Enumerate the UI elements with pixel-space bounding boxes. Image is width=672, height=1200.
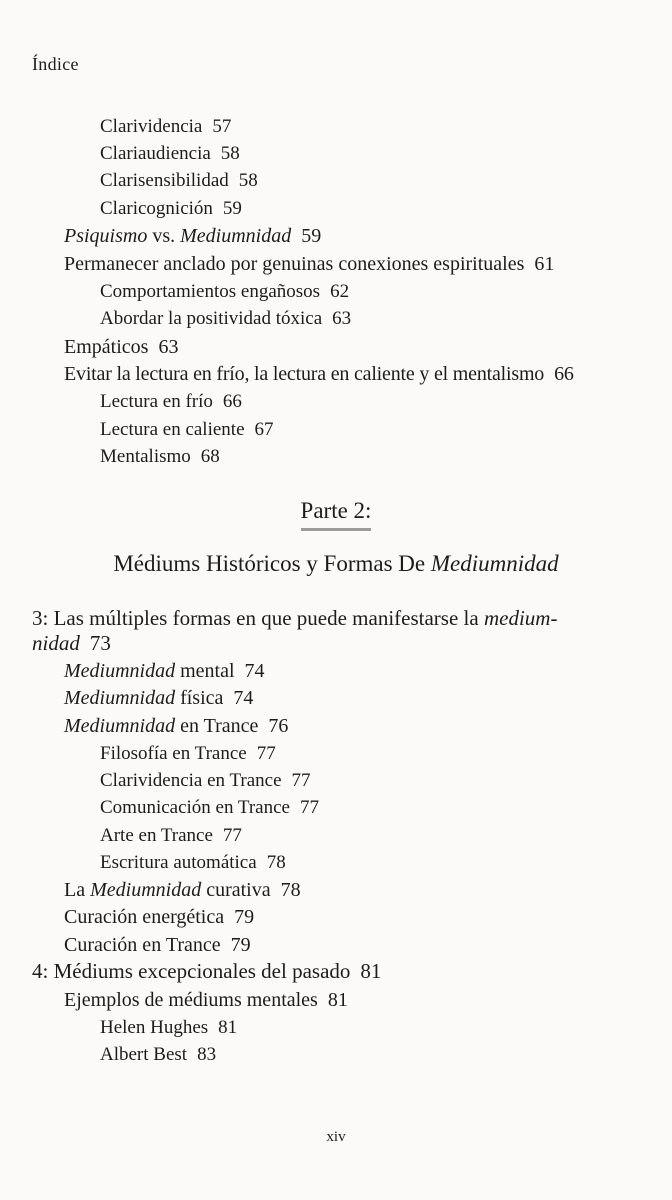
page-number: 73	[89, 631, 111, 655]
page-number: 59	[222, 198, 242, 219]
page-number: 57	[212, 116, 232, 137]
page-number: 81	[327, 989, 348, 1011]
page-number: 59	[301, 225, 322, 247]
page-number: 58	[220, 143, 240, 164]
toc-entry: Arte en Trance 77	[100, 825, 242, 846]
toc-entry: Lectura en caliente 67	[100, 419, 274, 440]
page-number: 67	[254, 419, 274, 440]
toc-entry: Mediumnidad física 74	[64, 687, 254, 709]
page-number: 74	[244, 660, 265, 682]
toc-entry: Curación en Trance 79	[64, 934, 251, 956]
toc-entry: Abordar la positividad tóxica 63	[100, 308, 352, 329]
page-number: 77	[256, 743, 276, 764]
page-number: 79	[234, 906, 255, 928]
toc-entry: Mentalismo 68	[100, 446, 220, 467]
page-number: 63	[158, 336, 179, 358]
toc-entry: Escritura automática 78	[100, 852, 286, 873]
page-number: 61	[534, 253, 555, 275]
chapter-entry-continued: nidad 73	[32, 631, 111, 655]
chapter-entry: 3: Las múltiples formas en que puede manifestarse la medium-	[32, 606, 558, 630]
page-number: 77	[291, 770, 311, 791]
toc-entry: Filosofía en Trance 77	[100, 743, 276, 764]
page-number: 66	[222, 391, 242, 412]
page-number: 79	[230, 934, 251, 956]
page-number: 78	[266, 852, 286, 873]
page-number: 78	[280, 879, 301, 901]
page-header: Índice	[32, 54, 79, 74]
toc-entry: Lectura en frío 66	[100, 391, 242, 412]
toc-entry: Claricognición 59	[100, 198, 242, 219]
toc-entry: Clarividencia 57	[100, 116, 232, 137]
page-number: 58	[238, 170, 258, 191]
toc-entry: Helen Hughes 81	[100, 1017, 238, 1038]
part-subtitle: Médiums Históricos y Formas De Mediumnidad	[113, 551, 559, 576]
toc-entry: Psiquismo vs. Mediumnidad 59	[64, 225, 322, 247]
page-number: 77	[222, 825, 242, 846]
toc-entry: Mediumnidad en Trance 76	[64, 715, 289, 737]
page-number: 76	[268, 715, 289, 737]
toc-entry: Clarividencia en Trance 77	[100, 770, 311, 791]
part-heading: Parte 2:	[0, 498, 672, 531]
toc-entry: Ejemplos de médiums mentales 81	[64, 989, 348, 1011]
toc-entry: Mediumnidad mental 74	[64, 660, 265, 682]
page-number: 81	[218, 1017, 238, 1038]
page-number: 74	[233, 687, 254, 709]
chapter-entry: 4: Médiums excepcionales del pasado 81	[32, 959, 382, 983]
toc-entry: Empáticos 63	[64, 336, 179, 358]
page-number: 77	[299, 797, 319, 818]
page-number: 62	[330, 281, 350, 302]
toc-entry: Curación energética 79	[64, 906, 255, 928]
toc-entry: Clarisensibilidad 58	[100, 170, 258, 191]
toc-entry: Permanecer anclado por genuinas conexiones espirituales 61	[64, 253, 555, 275]
toc-entry: Clariaudiencia 58	[100, 143, 240, 164]
toc-entry: La Mediumnidad curativa 78	[64, 879, 301, 901]
page-number: 63	[332, 308, 352, 329]
toc-entry: Comunicación en Trance 77	[100, 797, 319, 818]
page-number: 81	[360, 959, 382, 983]
page-number: 83	[197, 1044, 217, 1065]
toc-entry: Albert Best 83	[100, 1044, 217, 1065]
toc-entry: Comportamientos engañosos 62	[100, 281, 350, 302]
page-number: 68	[200, 446, 220, 467]
toc-entry: Evitar la lectura en frío, la lectura en caliente y el mentalismo 66	[64, 363, 574, 385]
page-folio: xiv	[326, 1129, 346, 1145]
page-number: 66	[554, 363, 574, 385]
